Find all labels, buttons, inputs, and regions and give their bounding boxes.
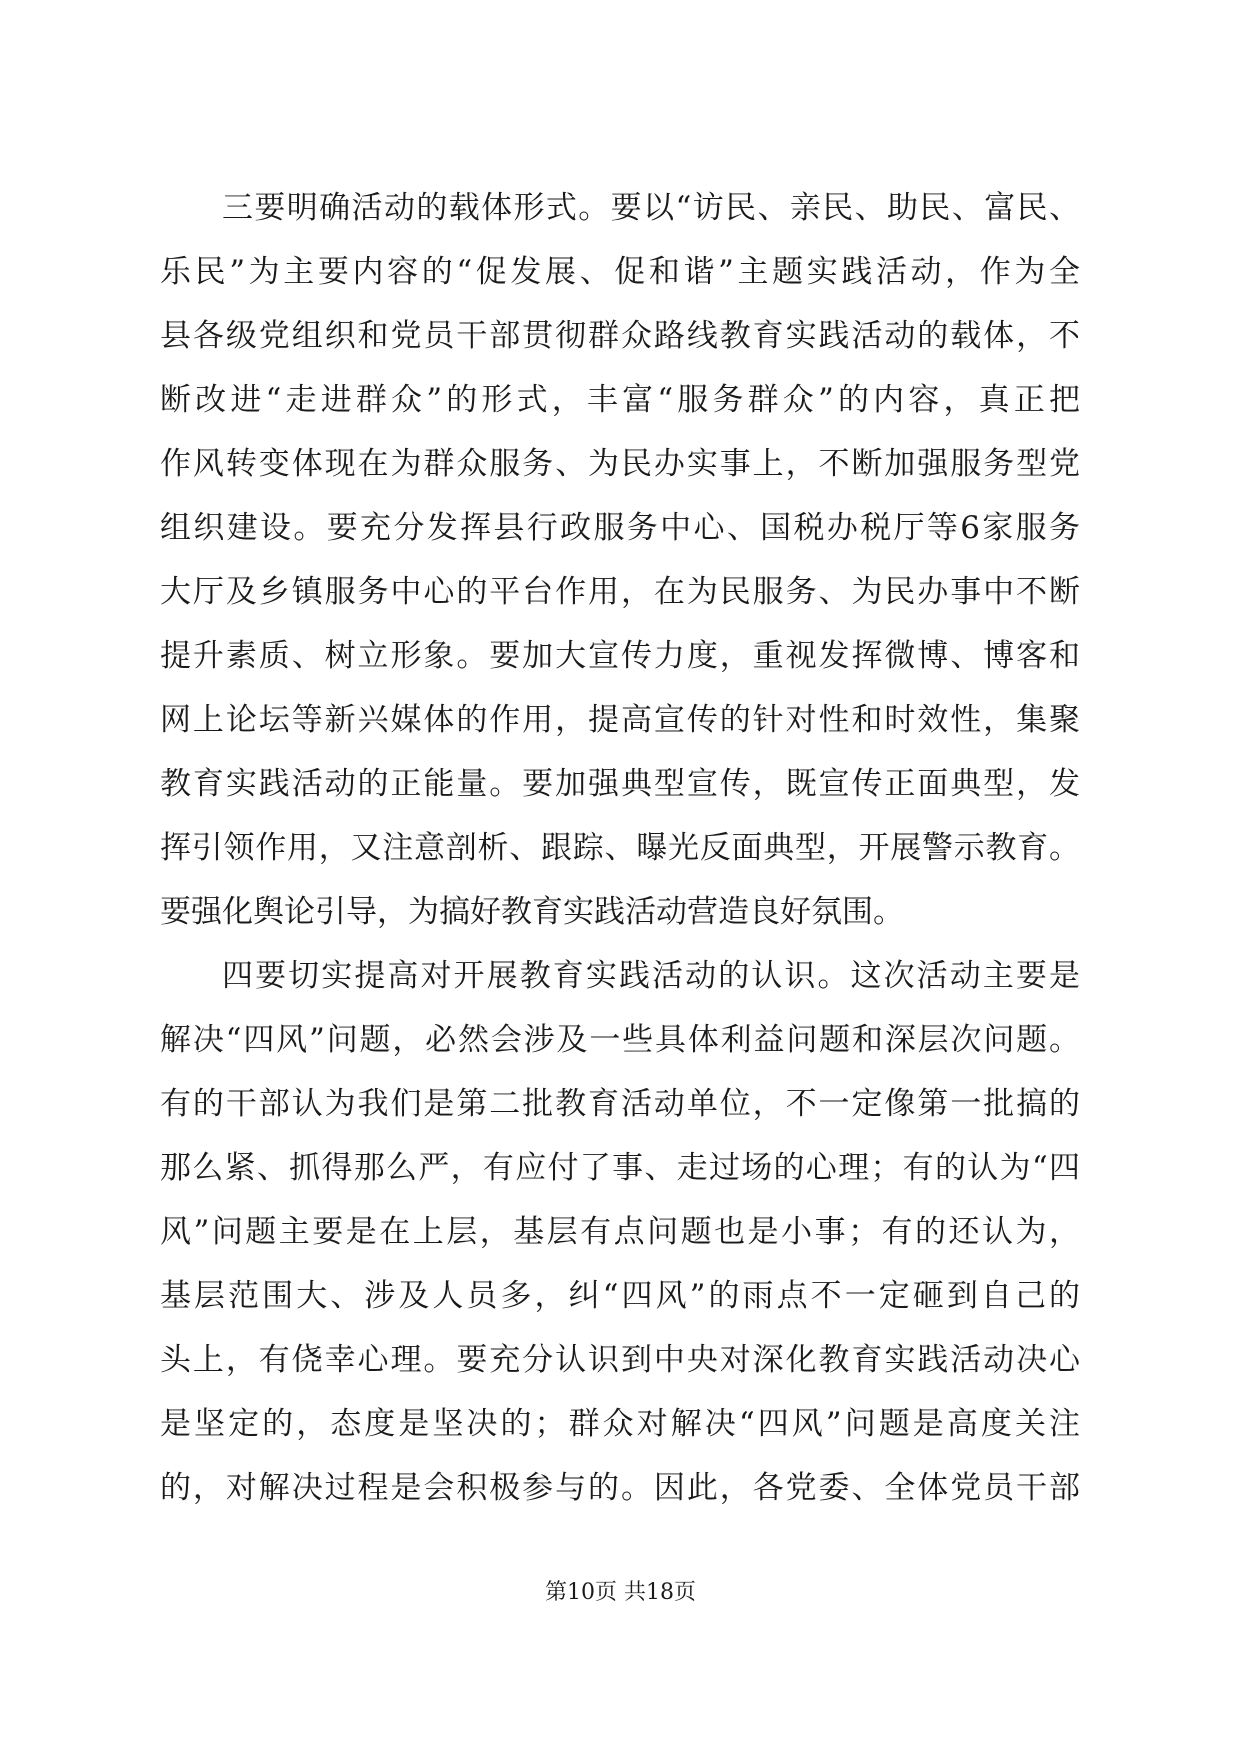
paragraph-4-line-9: 的，对解决过程是会积极参与的。因此，各党委、全体党员干部	[160, 1470, 1080, 1506]
paragraph-4-line-6: 基层范围大、涉及人员多，纠“四风”的雨点不一定砸到自己的	[160, 1278, 1080, 1314]
paragraph-3-line-4: 断改进“走进群众”的形式，丰富“服务群众”的内容，真正把	[160, 382, 1080, 418]
paragraph-3-line-11: 挥引领作用，又注意剖析、跟踪、曝光反面典型，开展警示教育。	[160, 830, 1080, 866]
paragraph-4-line-5: 风”问题主要是在上层，基层有点问题也是小事；有的还认为，	[160, 1214, 1080, 1250]
paragraph-3-line-10: 教育实践活动的正能量。要加强典型宣传，既宣传正面典型，发	[160, 766, 1080, 802]
paragraph-3-line-5: 作风转变体现在为群众服务、为民办实事上，不断加强服务型党	[160, 446, 1080, 482]
paragraph-4-line-1: 四要切实提高对开展教育实践活动的认识。这次活动主要是	[222, 958, 1080, 994]
paragraph-3-line-8: 提升素质、树立形象。要加大宣传力度，重视发挥微博、博客和	[160, 638, 1080, 674]
paragraph-3-line-12: 要强化舆论引导，为搞好教育实践活动营造良好氛围。	[160, 894, 904, 930]
paragraph-3-line-3: 县各级党组织和党员干部贯彻群众路线教育实践活动的载体，不	[160, 318, 1080, 354]
document-body	[160, 176, 1080, 1520]
paragraph-3-line-1: 三要明确活动的载体形式。要以“访民、亲民、助民、富民、	[222, 190, 1080, 226]
paragraph-3-line-9: 网上论坛等新兴媒体的作用，提高宣传的针对性和时效性，集聚	[160, 702, 1080, 738]
paragraph-3-line-7: 大厅及乡镇服务中心的平台作用，在为民服务、为民办事中不断	[160, 574, 1080, 610]
paragraph-4-line-4: 那么紧、抓得那么严，有应付了事、走过场的心理；有的认为“四	[160, 1150, 1080, 1186]
page-number-footer: 第10页 共18页	[545, 1580, 696, 1605]
paragraph-4-line-7: 头上，有侥幸心理。要充分认识到中央对深化教育实践活动决心	[160, 1342, 1080, 1378]
paragraph-4-line-3: 有的干部认为我们是第二批教育活动单位，不一定像第一批搞的	[160, 1086, 1080, 1122]
paragraph-3-line-6: 组织建设。要充分发挥县行政服务中心、国税办税厅等6家服务	[160, 510, 1080, 546]
paragraph-4-line-8: 是坚定的，态度是坚决的；群众对解决“四风”问题是高度关注	[160, 1406, 1080, 1442]
paragraph-4-line-2: 解决“四风”问题，必然会涉及一些具体利益问题和深层次问题。	[160, 1022, 1080, 1058]
paragraph-3-line-2: 乐民”为主要内容的“促发展、促和谐”主题实践活动，作为全	[160, 254, 1080, 290]
